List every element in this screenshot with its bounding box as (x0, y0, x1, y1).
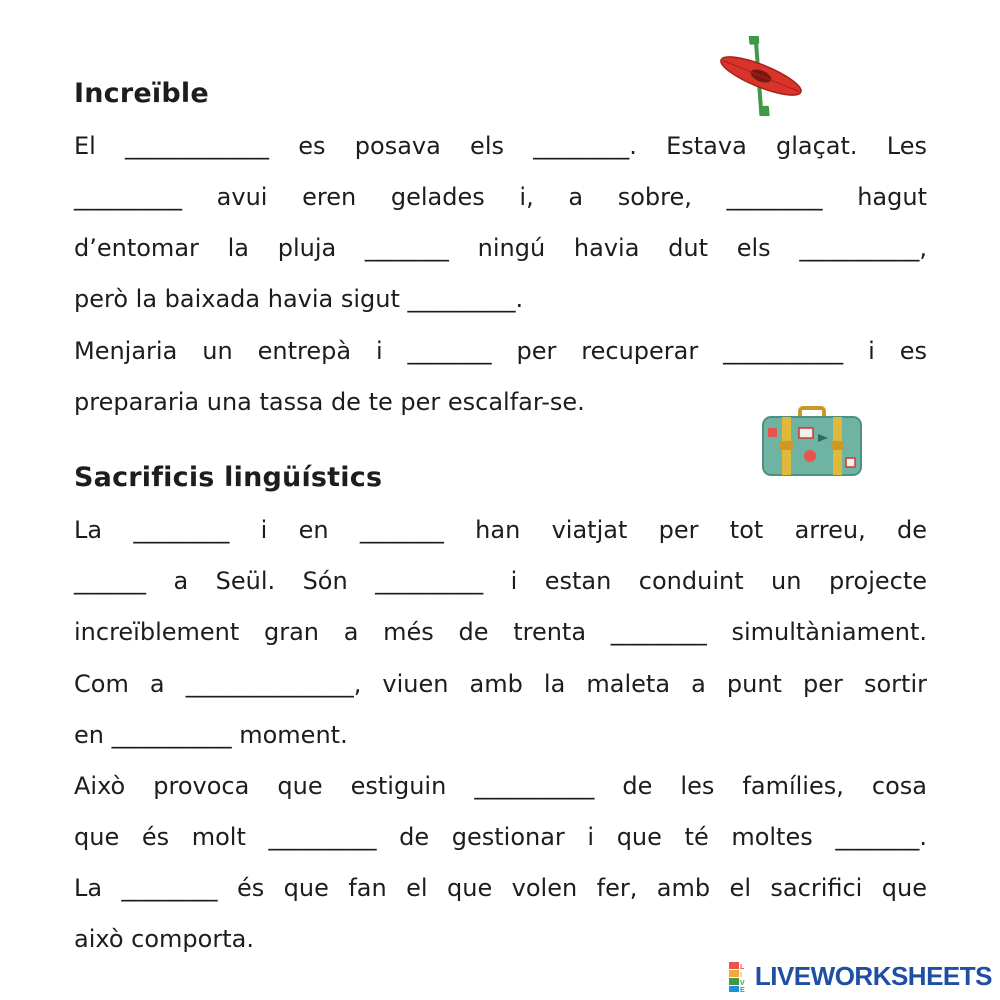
text-line: ______ a Seül. Són _________ i estan conduint un projecte (74, 567, 927, 595)
text-line: això comporta. (74, 925, 254, 953)
svg-text:I: I (739, 971, 742, 979)
text-line: La ________ i en _______ han viatjat per tot arreu, de (74, 516, 927, 544)
text-line: d’entomar la pluja _______ ningú havia dut els __________, (74, 234, 927, 262)
text-line: Això provoca que estiguin __________ de les famílies, cosa (74, 772, 927, 800)
liveworksheets-logo[interactable] (729, 961, 992, 992)
text-line: La ________ és que fan el que volen fer, amb el sacrifici que (74, 874, 927, 902)
text-line: increïblement gran a més de trenta ________ simultàniament. (74, 618, 927, 646)
suitcase-icon (760, 406, 864, 478)
logo-text: LIVEWORKSHEETS (754, 961, 992, 991)
svg-text:L: L (739, 963, 744, 971)
text-line: que és molt _________ de gestionar i que té moltes _______. (74, 823, 927, 851)
svg-text:E: E (739, 986, 745, 992)
text-line: però la baixada havia sigut _________. (74, 285, 524, 313)
svg-text:V: V (739, 979, 745, 987)
text-line: en __________ moment. (74, 721, 348, 749)
text-line: Com a ______________, viuen amb la maleta a punt per sortir (74, 670, 927, 698)
section-title: Sacrificis lingüístics (74, 462, 383, 493)
text-line: Menjaria un entrepà i _______ per recuperar __________ i es (74, 337, 927, 365)
text-line: prepararia una tassa de te per escalfar-se. (74, 388, 585, 416)
kayak-icon (716, 36, 806, 116)
live-badge-icon (729, 962, 751, 992)
section-title: Increïble (74, 78, 209, 109)
text-line: _________ avui eren gelades i, a sobre, ________ hagut (74, 183, 927, 211)
text-line: El ____________ es posava els ________. Estava glaçat. Les (74, 132, 927, 160)
